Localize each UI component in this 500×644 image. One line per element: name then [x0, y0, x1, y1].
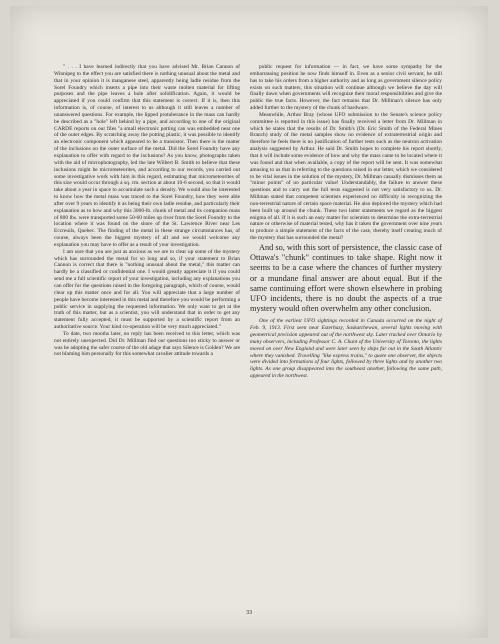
reply-paragraph: To date, two months later, no reply has been received to this letter, which was not entirely unexpected. Did Dr. Millman find our questions too sticky to answer or was he adopting the safer course of the old adage that says Silence is Golden? We are not blaming him personally for this somewhat cavalier attitude towards a [54, 330, 240, 358]
continuation-paragraph: public request for information — in fact, we have some sympathy for the embarrassing position he now finds himself in. Even as a senior civil servant, he still has to take his orders from a higher authority and as long as government silence policy exists on such matters, this situation will continue although we believe the day will finally dawn when governments will recognize their moral responsibilities and give the public the true facts. However, the fact remains that Dr. Millman's silence has only added further to the mystery of the chunk of hardware. [250, 64, 442, 112]
letter-paragraph-2: I am sure that you are just as anxious as we are to clear up some of the mystery which has surrounded the metal for so long and so, if your statement to Brian Cannon is correct that there is "nothing unusual about the metal," this matter can hardly be a classified or confidential one. I would greatly appreciate it if you could send me a full scientific report of your investigation, including any explanations you can offer for the questions raised in the foregoing paragraph, which of course, would clear up this matter once and for all. You will appreciate that a large number of people have become interested in this metal and therefore you would be performing a public service in supplying the requested information. We only want to get at the truth of this matter, but as a scientist, you will understand that in order to get any statement fully accepted, it must be supported by a scientific report from an authoritative source. Your kind co-operation will be very much appreciated." [54, 248, 240, 331]
conclusion-paragraph: And so, with this sort of persistence, the classic case of Ottawa's "chunk" continues to take shape. Right now it seems to be a case where the chances of further mystery or a mundane final answer are about equal. But if the same continuing effort were shown elsewhere in probing UFO incidents, there is no doubt the aspects of a true mystery would often overwhelm any other conclusion. [250, 242, 442, 314]
page-number: 33 [246, 610, 252, 616]
left-column [54, 64, 240, 358]
bray-paragraph: Meanwhile, Arthur Bray (whose UFO submission to the Senate's science policy committee is reported in this issue) has finally received a letter from Dr. Millman in which he states that the results of Dr. Smith's (Dr. Eric Smith of the Federal Mines Branch) study of the metal samples show no evidence of extraterrestrial origin and therefore he feels there is no justification of further tests such as the neutron activation analysis suggested by Arthur. He said Dr. Smith hopes to complete his report shortly, that it will include some evidence of how and why the mass came to be located where it was found and that when available, a copy of the report will be sent. It was somewhat amusing to us that in referring to the questions raised in our letter, which we considered to be vital issues in the solution of the mystery, Dr. Millman casually dismisses them as "minor points" of no particular value! Understandably, the failure to answer these questions and to carry out the full tests suggested is not very satisfactory to us. Dr. Millman stated that competent scientists experienced no difficulty in recognizing the non-terrestrial nature of certain space material. He also deplored the mystery which had been built up around the chunk. These two latter statements we regard as the biggest enigma of all. If it is such an easy matter for scientists to determine the extra-terrestrial nature or otherwise of material tested, why has it taken the government over nine years to produce a simple statement of the facts of the case, thereby itself creating much of the mystery that has surrounded the metal? [250, 111, 442, 242]
magazine-page [10, 6, 488, 638]
right-column [250, 64, 442, 380]
sidebar-note-1913-sighting: One of the earliest UFO sightings recorded in Canada occurred on the night of Feb. 9, 1913. First seen near Esterhazy, Saskatchewan, several lights moving with geometrical precision appeared out of the northwest sky. Later tracked over Ontario by many observers, including Professor C. A. Chant of the University of Toronto, the lights moved on over New England and were later seen by ships far out in the South Atlantic where they vanished. Travelling "like express trains," to quote one observer, the objects were divided into formations of four lights, followed by three lights and by another two lights. As one group disappeared into the southeast another, following the same path, appeared in the northwest. [250, 318, 442, 380]
letter-paragraph-1: " . . . I have learned indirectly that you have advised Mr. Brian Cannon of Winnipeg to the effect you are satisfied there is nothing unusual about the metal and that in your opinion it is manganese steel, apparently being ladle residue from the Sorel Foundry which inserts a pipe into their waste molten material for lifting purposes and the pipe leaves a hole after solidification. Again, it would be appreciated if you could confirm that this statement is correct. If it is, then this information is, of course, of interest to us although it still leaves a number of unanswered questions. For example, the lipped protuberance in the mass can hardly be described as a "hole" left behind by a pipe, and according to one of the original CARDE reports on our files "a small electronic potting can was embedded near one of the outer edges. By scratching away the potting plastic, it was possible to identify an electronic component which appeared to be a transistor. Then there is the matter of the inclusions on the outer surface of the metal. Did the Sorel Foundry have any explanation to offer with regard to the inclusions? As you know, photographs taken with the aid of microphotography, led the late Wilbert B. Smith to believe that these inclusions might be micrometeorites, and according to our records, you carried out some investigative work with him in this regard, estimating that micrometeorites of this size would occur through a sq. cm. section at about 10-6 second, so that it would take about a year in space to accumulate such a density. We would also be interested to know how the metal mass was traced to the Sorel Foundry, how they were able after over 9 years to identify it as being their own ladle residue, and particularly their explanation as to how and why this 3000-lb. chunk of metal and its companion mass of 800 lbs. were transported some 50-60 miles up river from the Sorel Foundry to the location where it was found on the shore of the St. Lawrence River near Les Eccreuils, Quebec. The finding of the metal in these strange circumstances has, of course, always been the biggest mystery of all and we would welcome any explanation you may have to offer as a result of your investigation. [54, 64, 240, 248]
